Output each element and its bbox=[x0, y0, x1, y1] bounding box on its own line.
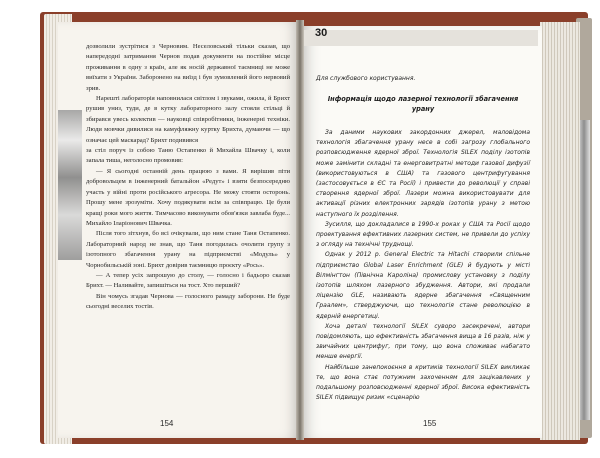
chapter-number: 30 bbox=[315, 27, 328, 39]
right-paragraph: Хоча деталі технології SILEX суворо засекречені, автори повідомляють, що ефективність збагачення вища в 16 разів, ніж у звичайних центрифуг, при тому, що вона споживає набагато менше енергії. bbox=[316, 322, 530, 361]
left-paragraph: за стіл поруч із собою Таню Остапенко й Михайла Швачку і, коли запала тиша, неголосно промовив: bbox=[86, 147, 290, 165]
document-note: Для службового користування. bbox=[316, 75, 416, 82]
document-title: Інформація щодо лазерної технології збагачення урану bbox=[327, 95, 519, 113]
right-paragraph: За даними наукових закордонних джерел, маловідома технологія збагачення урану несе в собі загрозу глобального розповсюдження ядерної зброї. Технологія SILEX поділу ізотопів може замінити складні та енерговитратні методи газової дифузії (використовуються в США) та газового центрифугування (застосовується в ЄС та Росії) і привести до революції у справі створення ядерної зброї. Лазери можна використовувати для активації різних електронних зарядів ізотопів урану з метою наступного їх розділення. bbox=[316, 129, 530, 218]
right-page-text bbox=[316, 128, 530, 403]
left-page-number: 154 bbox=[160, 419, 174, 428]
right-page-header-band bbox=[302, 30, 538, 46]
left-page-text bbox=[86, 42, 290, 313]
left-paragraph: Нарешті лабораторія наповнилася світлом і звуками, ожила, й Брихт рушив униз, туди, де в кутку лабораторного залу стояли стільці й збирався увесь колектив — науковці співробітники, інженерні техніки. Люди мовчки дивилися на камуфляжну куртку Брихта, думаючи — що означає цей маскарад? Брихт подивився bbox=[86, 95, 290, 144]
left-paragraph: Він чомусь згадав Чернова — голосного рамаду заборони. Не буде сьогодні веселих тостів. bbox=[86, 292, 290, 311]
left-page-image-edge bbox=[58, 110, 82, 260]
left-paragraph: Після того зітхнув, бо всі очікували, що ним стане Таня Остапенко. Лабораторний народ не знав, що Таня погодилась очолити групу з ізотопного збагачення урану на підприємстві «Модуль» у Чорнобильській зоні. Брихт довірив таємницю проєкту «Рось». bbox=[86, 230, 290, 269]
book-gutter bbox=[296, 20, 304, 440]
right-paragraph: Зусилля, що докладалися в 1990-х роках у США та Росії щодо проектування ефективних лазерних систем, не привели до успіху з огляду на технічні труднощі. bbox=[316, 220, 530, 249]
left-paragraph: дозволили зустрітися з Черновим. Неселовський тільки сказав, що напередодні затримання Чернов подав документи на постійне місце проживання в одну з країн, але як носій державної таємниці не може виїхати з України. Заборонено на виїзд і був зумовлений його нервовий зрив. bbox=[86, 43, 290, 92]
left-paragraph: — А тепер усіх запрошую до столу, — голосно і бадьоро сказав Брихт. — Наливайте, запишіться на тост. Хто перший? bbox=[86, 271, 290, 290]
right-paragraph: Однак у 2012 р. General Electric та Hitachi створили спільне підприємство Global Laser Enrichment (GLE) й будують у місті Вілмінгтон (Північна Кароліна) промислову установку з поділу ізотопів шляхом лазерного збудження. Автори, які продали ліцензію GLE, називають ядерне збагачення «Священним Граалем», стверджуючи, що технологія стане революцією в ядерній енергетиці. bbox=[316, 251, 530, 320]
left-paragraph: — Я сьогодні останній день працюю з вами. Я вирішив піти добровольцем в інженерний батальйон «Редут» і взяти безпосередню участь у війні проти російського агресора. Не можу стояти осторонь. Прошу мене зрозуміти. Хочу подякувати всім за співпрацю. Це були кращі роки мого життя. Тимчасово виконувати обов'язки завлаба буде... Михайло Іларіонович Швачка. bbox=[86, 167, 290, 227]
right-paragraph: Найбільше занепокоєння в критиків технології SILEX викликає те, що вона стає потужним захоченням для зацікавлених у подальшому розповсюдженні ядерної зброї. Висока ефективність SILEX підвищує ризик «сценарію bbox=[316, 363, 530, 402]
right-page-stack bbox=[540, 22, 580, 440]
right-page-number: 155 bbox=[423, 419, 437, 428]
